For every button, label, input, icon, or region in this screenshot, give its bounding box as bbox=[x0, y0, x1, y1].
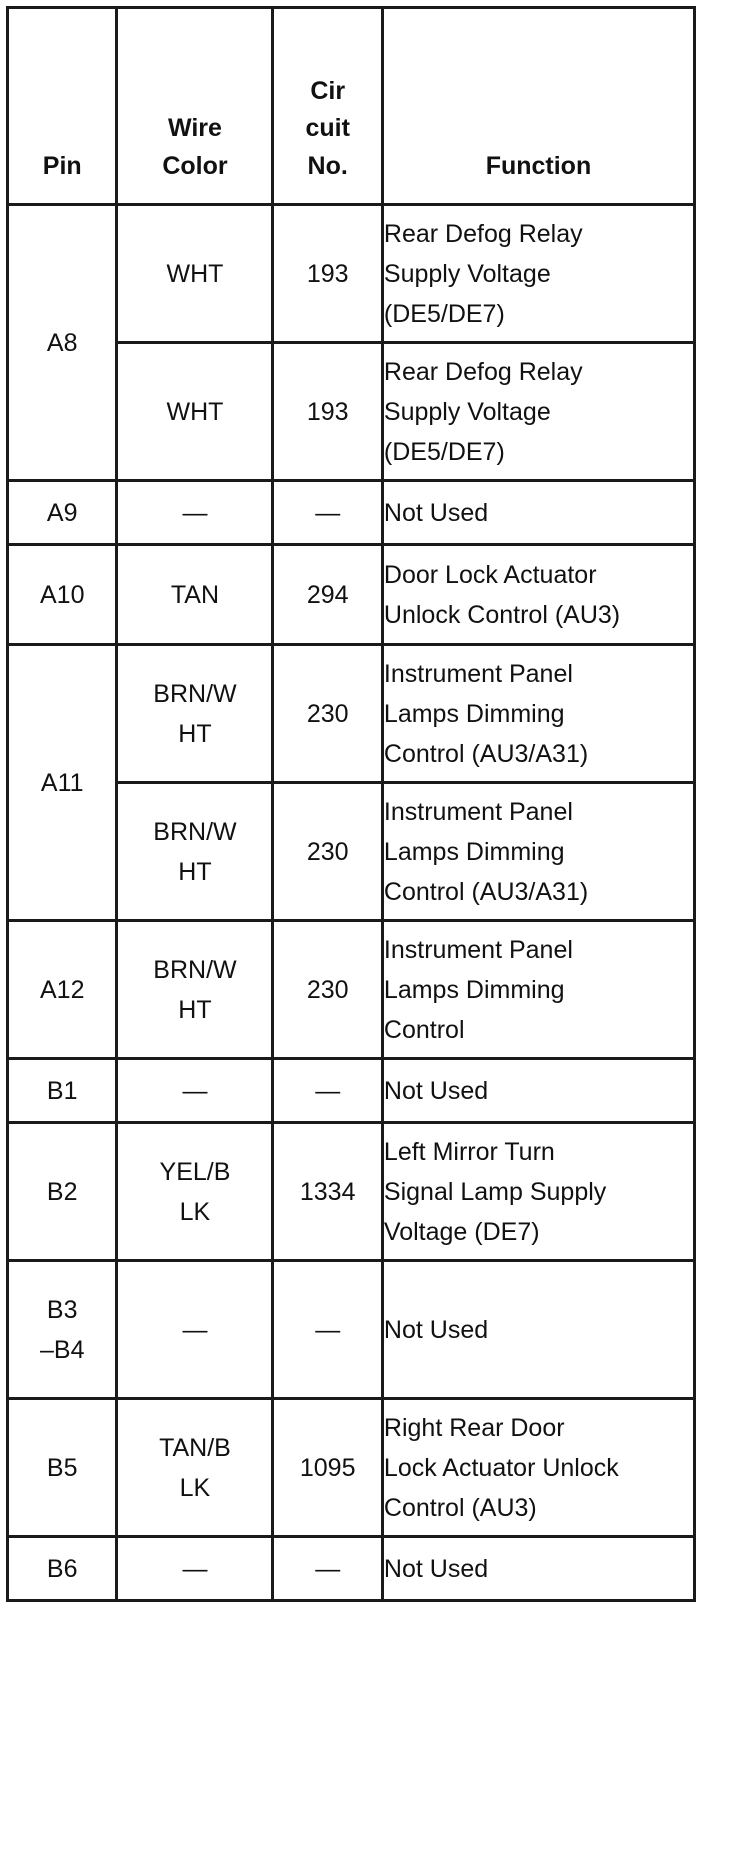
function-cell: Door Lock Actuator Unlock Control (AU3) bbox=[382, 545, 694, 645]
circuit-no-cell: 294 bbox=[273, 545, 382, 645]
pin-cell: B6 bbox=[8, 1537, 117, 1601]
circuit-no-cell: — bbox=[273, 1537, 382, 1601]
header-row bbox=[8, 8, 695, 205]
circuit-no-cell: — bbox=[273, 1059, 382, 1123]
wire-color-cell: YEL/B LK bbox=[117, 1123, 273, 1261]
pin-cell: B3 –B4 bbox=[8, 1261, 117, 1399]
pin-table bbox=[6, 6, 696, 1602]
wire-color-cell: TAN/B LK bbox=[117, 1399, 273, 1537]
circuit-no-cell: — bbox=[273, 481, 382, 545]
pin-cell: B5 bbox=[8, 1399, 117, 1537]
wire-color-cell: TAN bbox=[117, 545, 273, 645]
wire-color-cell: BRN/W HT bbox=[117, 783, 273, 921]
table-row bbox=[8, 545, 695, 645]
wire-color-cell: WHT bbox=[117, 343, 273, 481]
circuit-no-cell: 230 bbox=[273, 783, 382, 921]
wire-color-cell: — bbox=[117, 481, 273, 545]
pin-cell: A10 bbox=[8, 545, 117, 645]
table-row bbox=[8, 645, 695, 783]
circuit-no-cell: 1334 bbox=[273, 1123, 382, 1261]
table-row bbox=[8, 205, 695, 343]
pin-cell: A8 bbox=[8, 205, 117, 481]
wire-color-cell: — bbox=[117, 1059, 273, 1123]
pin-cell: B2 bbox=[8, 1123, 117, 1261]
table-row bbox=[8, 1123, 695, 1261]
function-cell: Not Used bbox=[382, 481, 694, 545]
header-wire-color: Wire Color bbox=[117, 8, 273, 205]
circuit-no-cell: — bbox=[273, 1261, 382, 1399]
wire-color-cell: — bbox=[117, 1537, 273, 1601]
circuit-no-cell: 193 bbox=[273, 205, 382, 343]
function-cell: Left Mirror Turn Signal Lamp Supply Voltage (DE7) bbox=[382, 1123, 694, 1261]
function-cell: Not Used bbox=[382, 1059, 694, 1123]
function-cell: Instrument Panel Lamps Dimming Control (AU3/A31) bbox=[382, 645, 694, 783]
table-row bbox=[8, 1059, 695, 1123]
circuit-no-cell: 193 bbox=[273, 343, 382, 481]
pin-cell: B1 bbox=[8, 1059, 117, 1123]
table-row bbox=[8, 481, 695, 545]
circuit-no-cell: 230 bbox=[273, 921, 382, 1059]
table-row bbox=[8, 1399, 695, 1537]
circuit-no-cell: 230 bbox=[273, 645, 382, 783]
wire-color-cell: BRN/W HT bbox=[117, 921, 273, 1059]
function-cell: Not Used bbox=[382, 1261, 694, 1399]
header-circuit-no: Cir cuit No. bbox=[273, 8, 382, 205]
circuit-no-cell: 1095 bbox=[273, 1399, 382, 1537]
pin-cell: A11 bbox=[8, 645, 117, 921]
function-cell: Rear Defog Relay Supply Voltage (DE5/DE7) bbox=[382, 205, 694, 343]
function-cell: Not Used bbox=[382, 1537, 694, 1601]
header-function: Function bbox=[382, 8, 694, 205]
table-row bbox=[8, 921, 695, 1059]
function-cell: Instrument Panel Lamps Dimming Control (AU3/A31) bbox=[382, 783, 694, 921]
function-cell: Rear Defog Relay Supply Voltage (DE5/DE7) bbox=[382, 343, 694, 481]
wire-color-cell: WHT bbox=[117, 205, 273, 343]
header-pin: Pin bbox=[8, 8, 117, 205]
table-row bbox=[8, 1261, 695, 1399]
function-cell: Right Rear Door Lock Actuator Unlock Control (AU3) bbox=[382, 1399, 694, 1537]
wire-color-cell: BRN/W HT bbox=[117, 645, 273, 783]
function-cell: Instrument Panel Lamps Dimming Control bbox=[382, 921, 694, 1059]
pin-cell: A9 bbox=[8, 481, 117, 545]
wire-color-cell: — bbox=[117, 1261, 273, 1399]
table-row bbox=[8, 1537, 695, 1601]
pin-cell: A12 bbox=[8, 921, 117, 1059]
